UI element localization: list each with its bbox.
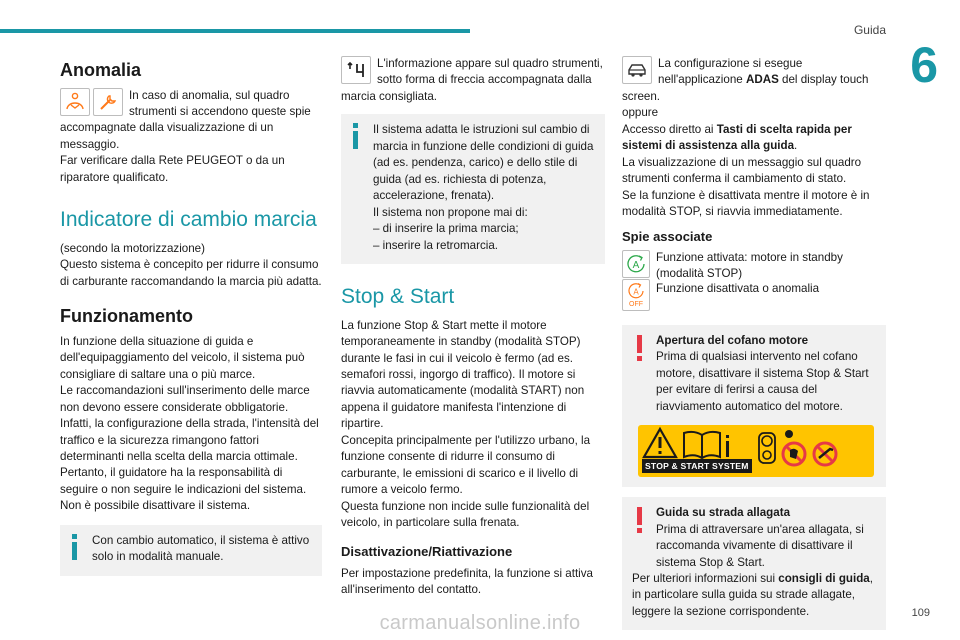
freccia-text: L'informazione appare sul quadro strumenti, sotto forma di freccia accompagnata dalla marcia consigliata. (341, 57, 603, 103)
stop-start-text-3: Questa funzione non incide sulle funzionalità del veicolo, in particolare sulla frenata. (341, 499, 590, 530)
stop-start-system-label: STOP & START SYSTEM (642, 459, 752, 473)
warning-allagata-title: Guida su strada allagata (656, 506, 791, 520)
column-2 (341, 56, 605, 599)
warning-cofano-title: Apertura del cofano motore (656, 333, 809, 347)
info-icon (351, 123, 361, 154)
page-number: 109 (911, 607, 930, 620)
gear-shift-arrow-icon (341, 56, 371, 84)
anomaly-driver-warning-icon (60, 88, 90, 116)
heading-stop-start: Stop & Start (341, 284, 455, 308)
heading-anomalia: Anomalia (60, 60, 142, 80)
warning-box-cofano (622, 325, 886, 487)
gear-arrow-icons (341, 56, 371, 84)
stop-start-warning-label (638, 425, 874, 477)
info-box-sistema (341, 114, 605, 264)
heading-funzionamento: Funzionamento (60, 306, 193, 327)
anomalia-text-1: In caso di anomalia, sul quadro strumenti si accendono queste spie accompagnate dalla visualizzazione di un messaggio. (60, 88, 311, 151)
warning-allagata-text-2: Per ulteriori informazioni sui consigli di guida, in particolare sulla guida su strade allagate, leggere la sezione corrispondente. (632, 571, 873, 618)
funz-text-4: Non è possibile disattivare il sistema. (60, 499, 251, 513)
warning-exclamation-icon (636, 335, 644, 366)
spia-attiva-text: Funzione attivata: motore in standby (modalità STOP) (656, 250, 843, 281)
info-i-icon (726, 435, 729, 438)
spia-disattiva-text: Funzione disattivata o anomalia (656, 281, 820, 295)
heading-indicatore-cambio: Indicatore di cambio marcia (60, 208, 317, 232)
car-icon (622, 56, 652, 84)
info-sistema-line-2: Il sistema non propone mai di: (373, 205, 528, 219)
stop-start-off-icon (622, 279, 650, 311)
info-cambio-automatico-text: Con cambio automatico, il sistema è attivo solo in modalità manuale. (92, 533, 310, 564)
watermark-text: carmanualsonline.info (379, 611, 581, 634)
svg-text:A: A (633, 287, 639, 297)
spia-attiva (622, 250, 886, 283)
anomaly-wrench-icon (93, 88, 123, 116)
indicatore-text-2: Questo sistema è concepito per ridurre il consumo di carburante raccomandando la marcia più adatta. (60, 258, 322, 288)
spia-disattiva (622, 279, 886, 311)
column-1 (60, 56, 322, 576)
stop-start-text-2: Concepita principalmente per l'utilizzo urbano, la funzione consente di ridurre il consumo di carburante, le emissioni di scarico e il livello di rumore a veicolo fermo. (341, 433, 591, 497)
no-hands-icon (785, 430, 793, 438)
stop-start-on-icon (622, 250, 650, 278)
svg-text:A: A (632, 259, 640, 271)
config-text: La configurazione si esegue nell'applicazione ADAS del display touch screen. (622, 57, 869, 103)
info-sistema-line-1: Il sistema adatta le istruzioni sul cambio di marcia in funzione delle condizioni di guida (ad es. pendenza, carico) e dello stile di guida (ad es. richiesta di potenza, accelerazione, frenata). (373, 123, 594, 203)
heading-spie-associate: Spie associate (622, 228, 713, 244)
svg-text:OFF: OFF (629, 300, 643, 308)
header-accent-bar (0, 29, 470, 33)
adas-car-icons (622, 56, 652, 84)
modalita-stop-text: Se la funzione è disattivata mentre il motore è in modalità STOP, si riavvia immediatamente. (622, 188, 870, 219)
funz-text-3: Infatti, la configurazione della strada, l'intensità del traffico e la sicurezza rimangono fattori determinanti nella scelta della marcia ottimale. Pertanto, il guidatore ha la responsabilità di seguire o non seguire le indicazioni del sistema. (60, 417, 319, 496)
heading-disattivazione: Disattivazione/Riattivazione (341, 544, 513, 560)
section-title: Guida (853, 23, 886, 37)
anomalia-text-2: Far verificare dalla Rete PEUGEOT o da un riparatore qualificato. (60, 154, 285, 184)
funz-text-2: Le raccomandazioni sull'inserimento delle marce non devono essere considerate obbligatorie. (60, 384, 310, 414)
indicatore-text-1: (secondo la motorizzazione) (60, 241, 205, 255)
warning-cofano-text: Prima di qualsiasi intervento nel cofano motore, disattivare il sistema Stop & Start per evitare di ferirsi a causa del riavviamento automatico del motore. (656, 350, 869, 413)
funz-text-1: In funzione della situazione di guida e dell'equipaggiamento del veicolo, il sistema può consigliare di saltare una o più marce. (60, 334, 305, 381)
warning-allagata-text-1: Prima di attraversare un'area allagata, si raccomanda vivamente di disattivare il sistema Stop & Start. (656, 522, 864, 569)
oppure-text: oppure (622, 106, 659, 120)
anomaly-icons (60, 88, 123, 116)
accesso-diretto-text: Accesso diretto ai Tasti di scelta rapida per sistemi di assistenza alla guida. (622, 122, 852, 153)
disattivazione-text: Per impostazione predefinita, la funzione si attiva all'inserimento del contatto. (341, 566, 593, 597)
warning-exclamation-icon (636, 507, 644, 538)
messaggio-text: La visualizzazione di un messaggio sul quadro strumenti conferma il cambiamento di stato. (622, 155, 862, 186)
info-sistema-line-4: – inserire la retromarcia. (373, 238, 498, 252)
info-sistema-line-3: – di inserire la prima marcia; (373, 222, 519, 236)
chapter-number: 6 (910, 37, 938, 93)
info-box-cambio-automatico (60, 525, 322, 576)
column-3 (622, 56, 886, 630)
info-icon (70, 534, 80, 565)
stop-start-text-1: La funzione Stop & Start mette il motore temporaneamente in standby (modalità STOP) durante le fasi in cui il veicolo è fermo (ad es. semafori rossi, ingorgo di traffico). Il motore si riavvia automaticamente (modalità START) non appena il guidatore manifesta l'intenzione di ripartire. (341, 318, 585, 431)
